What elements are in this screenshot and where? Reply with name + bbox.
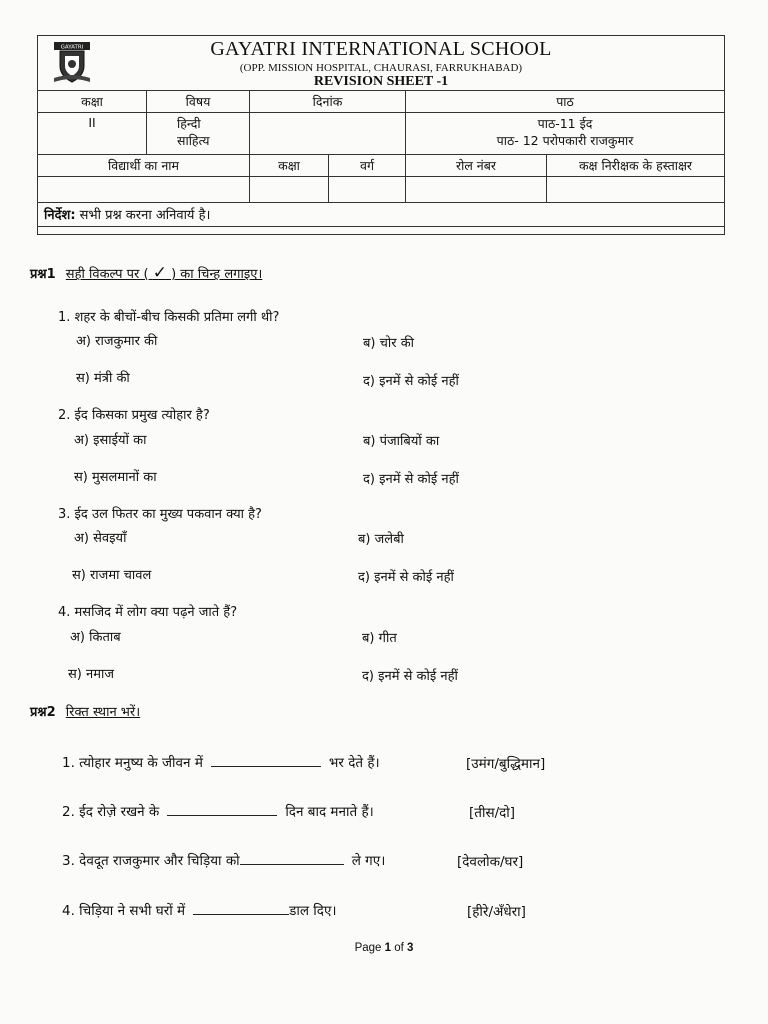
invigilator-header: कक्ष निरीक्षक के हस्ताक्षर <box>547 155 725 177</box>
of-word: of <box>394 942 404 954</box>
fill-2-hint: [तीस/दो] <box>469 805 516 821</box>
subject-value <box>147 113 250 155</box>
class-value: II <box>38 113 147 155</box>
date-value <box>250 113 406 155</box>
q1-heading <box>30 263 262 283</box>
lesson-line-1: पाठ-11 ईद <box>537 116 593 131</box>
q2-heading <box>30 702 140 720</box>
lesson-header: पाठ <box>406 91 725 113</box>
instruction-text: सभी प्रश्न करना अनिवार्य है। <box>75 208 211 223</box>
q1-2-option-c[interactable]: स) मुसलमानों का <box>74 470 157 485</box>
class2-header: कक्षा <box>250 155 329 177</box>
section-field[interactable] <box>329 177 406 203</box>
fill-1-hint: [उमंग/बुद्धिमान] <box>466 756 546 772</box>
fill-3-hint: [देवलोक/घर] <box>457 854 524 870</box>
fill-1-post: भर देते हैं। <box>328 755 380 771</box>
logo-text: GAYATRI <box>60 44 84 51</box>
q1-title <box>65 263 263 283</box>
fill-1-pre: 1. त्योहार मनुष्य के जीवन में <box>62 755 203 771</box>
q1-question-1: 1. शहर के बीचों-बीच किसकी प्रतिमा लगी थी? <box>58 310 280 325</box>
instruction-row <box>38 203 725 227</box>
school-address: (OPP. MISSION HOSPITAL, CHAURASI, FARRUKHABAD) <box>239 62 523 74</box>
q1-1-option-d[interactable]: द) इनमें से कोई नहीं <box>363 374 459 389</box>
fill-4-post: डाल दिए। <box>289 903 337 919</box>
section-header: वर्ग <box>329 155 406 177</box>
roll-field[interactable] <box>406 177 547 203</box>
q1-1-option-a[interactable]: अ) राजकुमार की <box>76 334 158 349</box>
q1-4-option-d[interactable]: द) इनमें से कोई नहीं <box>362 669 458 684</box>
q1-label: प्रश्न1 <box>30 267 56 282</box>
fill-1-blank[interactable] <box>211 752 321 767</box>
fill-item-4 <box>62 900 337 919</box>
q1-4-option-b[interactable]: ब) गीत <box>362 631 397 646</box>
roll-header: रोल नंबर <box>406 155 547 177</box>
fill-2-blank[interactable] <box>167 801 277 816</box>
instruction-label: निर्देश: <box>44 208 76 223</box>
fill-4-hint: [हीरे/अँधेरा] <box>467 904 526 920</box>
q1-2-option-b[interactable]: ब) पंजाबियों का <box>363 434 440 449</box>
q1-4-option-c[interactable]: स) नमाज <box>68 667 114 682</box>
fill-item-1 <box>62 752 380 771</box>
fill-3-pre: 3. देवदूत राजकुमार और चिड़िया को <box>62 853 240 869</box>
school-name: GAYATRI INTERNATIONAL SCHOOL <box>210 38 552 60</box>
lesson-value <box>406 113 725 155</box>
page-footer <box>0 942 768 954</box>
q1-3-option-a[interactable]: अ) सेवइयाँ <box>74 531 127 546</box>
subject-header: विषय <box>147 91 250 113</box>
subject-line-1: हिन्दी <box>177 116 201 131</box>
date-header: दिनांक <box>250 91 406 113</box>
q1-3-option-d[interactable]: द) इनमें से कोई नहीं <box>358 570 454 585</box>
q1-2-option-d[interactable]: द) इनमें से कोई नहीं <box>363 472 459 487</box>
page-word: Page <box>354 942 382 954</box>
info-table <box>37 90 725 227</box>
lesson-line-2: पाठ- 12 परोपकारी राजकुमार <box>496 133 634 148</box>
student-name-header: विद्यार्थी का नाम <box>38 155 250 177</box>
fill-2-post: दिन बाद मनाते हैं। <box>285 804 374 820</box>
q1-3-option-c[interactable]: स) राजमा चावल <box>72 568 152 583</box>
class-header: कक्षा <box>38 91 147 113</box>
fill-4-blank[interactable] <box>193 900 289 915</box>
page-total: 3 <box>407 942 414 954</box>
q2-label: प्रश्न2 <box>30 705 56 720</box>
fill-2-pre: 2. ईद रोज़े रखने के <box>62 804 160 820</box>
header-box <box>37 35 725 235</box>
q1-question-4: 4. मसजिद में लोग क्या पढ़ने जाते हैं? <box>58 605 238 620</box>
page-number: 1 <box>384 942 392 954</box>
q1-question-2: 2. ईद किसका प्रमुख त्योहार है? <box>58 408 210 423</box>
q1-1-option-c[interactable]: स) मंत्री की <box>76 371 130 386</box>
fill-4-pre: 4. चिड़िया ने सभी घरों में <box>62 903 186 919</box>
q1-2-option-a[interactable]: अ) इसाईयों का <box>74 433 147 448</box>
q1-question-3: 3. ईद उल फितर का मुख्य पकवान क्या है? <box>58 507 262 522</box>
check-mark-icon: ✓ <box>152 263 167 283</box>
subject-line-2: साहित्य <box>177 133 210 148</box>
student-name-field[interactable] <box>38 177 250 203</box>
q1-title-pre: सही विकल्प पर ( <box>65 267 149 282</box>
class2-field[interactable] <box>250 177 329 203</box>
q2-title: रिक्त स्थान भरें। <box>65 705 141 720</box>
q1-1-option-b[interactable]: ब) चोर की <box>363 336 415 351</box>
fill-3-post: ले गए। <box>351 853 386 869</box>
sheet-title: REVISION SHEET -1 <box>313 74 449 89</box>
fill-3-blank[interactable] <box>240 850 344 865</box>
q1-4-option-a[interactable]: अ) किताब <box>70 630 121 645</box>
q1-3-option-b[interactable]: ब) जलेबी <box>358 532 404 547</box>
fill-item-2 <box>62 801 374 820</box>
invigilator-field[interactable] <box>547 177 725 203</box>
fill-item-3 <box>62 850 385 869</box>
q1-title-post: ) का चिन्ह लगाइए। <box>171 267 263 282</box>
